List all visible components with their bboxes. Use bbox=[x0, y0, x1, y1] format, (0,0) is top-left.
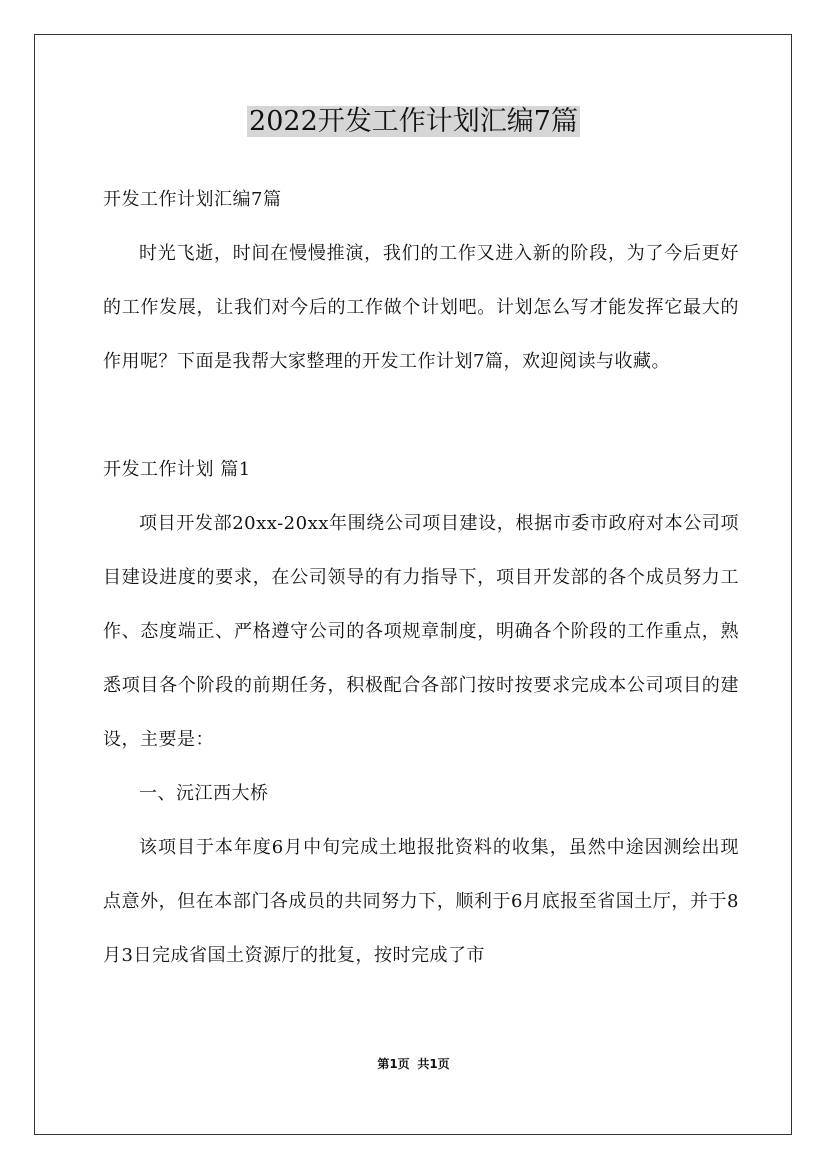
page-footer bbox=[0, 1055, 827, 1073]
page-total: 共1页 bbox=[417, 1057, 450, 1071]
document-title bbox=[0, 100, 827, 144]
document-title-text: 2022开发工作计划汇编7篇 bbox=[249, 106, 578, 137]
page-number: 第1页 bbox=[377, 1057, 410, 1071]
document-body bbox=[103, 173, 739, 983]
section-heading: 开发工作计划 篇1 bbox=[103, 459, 251, 480]
item-paragraph: 该项目于本年度6月中旬完成土地报批资料的收集，虽然中途因测绘出现点意外，但在本部门各成员的共同努力下，顺利于6月底报至省国土厅，并于8月3日完成省国土资源厅的批复，按时完成了市 bbox=[103, 837, 739, 966]
section-gap bbox=[103, 389, 739, 443]
intro-paragraph: 时光飞逝，时间在慢慢推演，我们的工作又进入新的阶段，为了今后更好的工作发展，让我们对今后的工作做个计划吧。计划怎么写才能发挥它最大的作用呢？下面是我帮大家整理的开发工作计划7篇，欢迎阅读与收藏。 bbox=[103, 243, 739, 372]
section-paragraph: 项目开发部20xx-20xx年围绕公司项目建设，根据市委市政府对本公司项目建设进度的要求，在公司领导的有力指导下，项目开发部的各个成员努力工作、态度端正、严格遵守公司的各项规章制度，明确各个阶段的工作重点，熟悉项目各个阶段的前期任务，积极配合各部门按时按要求完成本公司项目的建设，主要是： bbox=[103, 513, 739, 750]
document-subtitle: 开发工作计划汇编7篇 bbox=[103, 189, 282, 210]
item-heading: 一、沅江西大桥 bbox=[139, 783, 269, 804]
